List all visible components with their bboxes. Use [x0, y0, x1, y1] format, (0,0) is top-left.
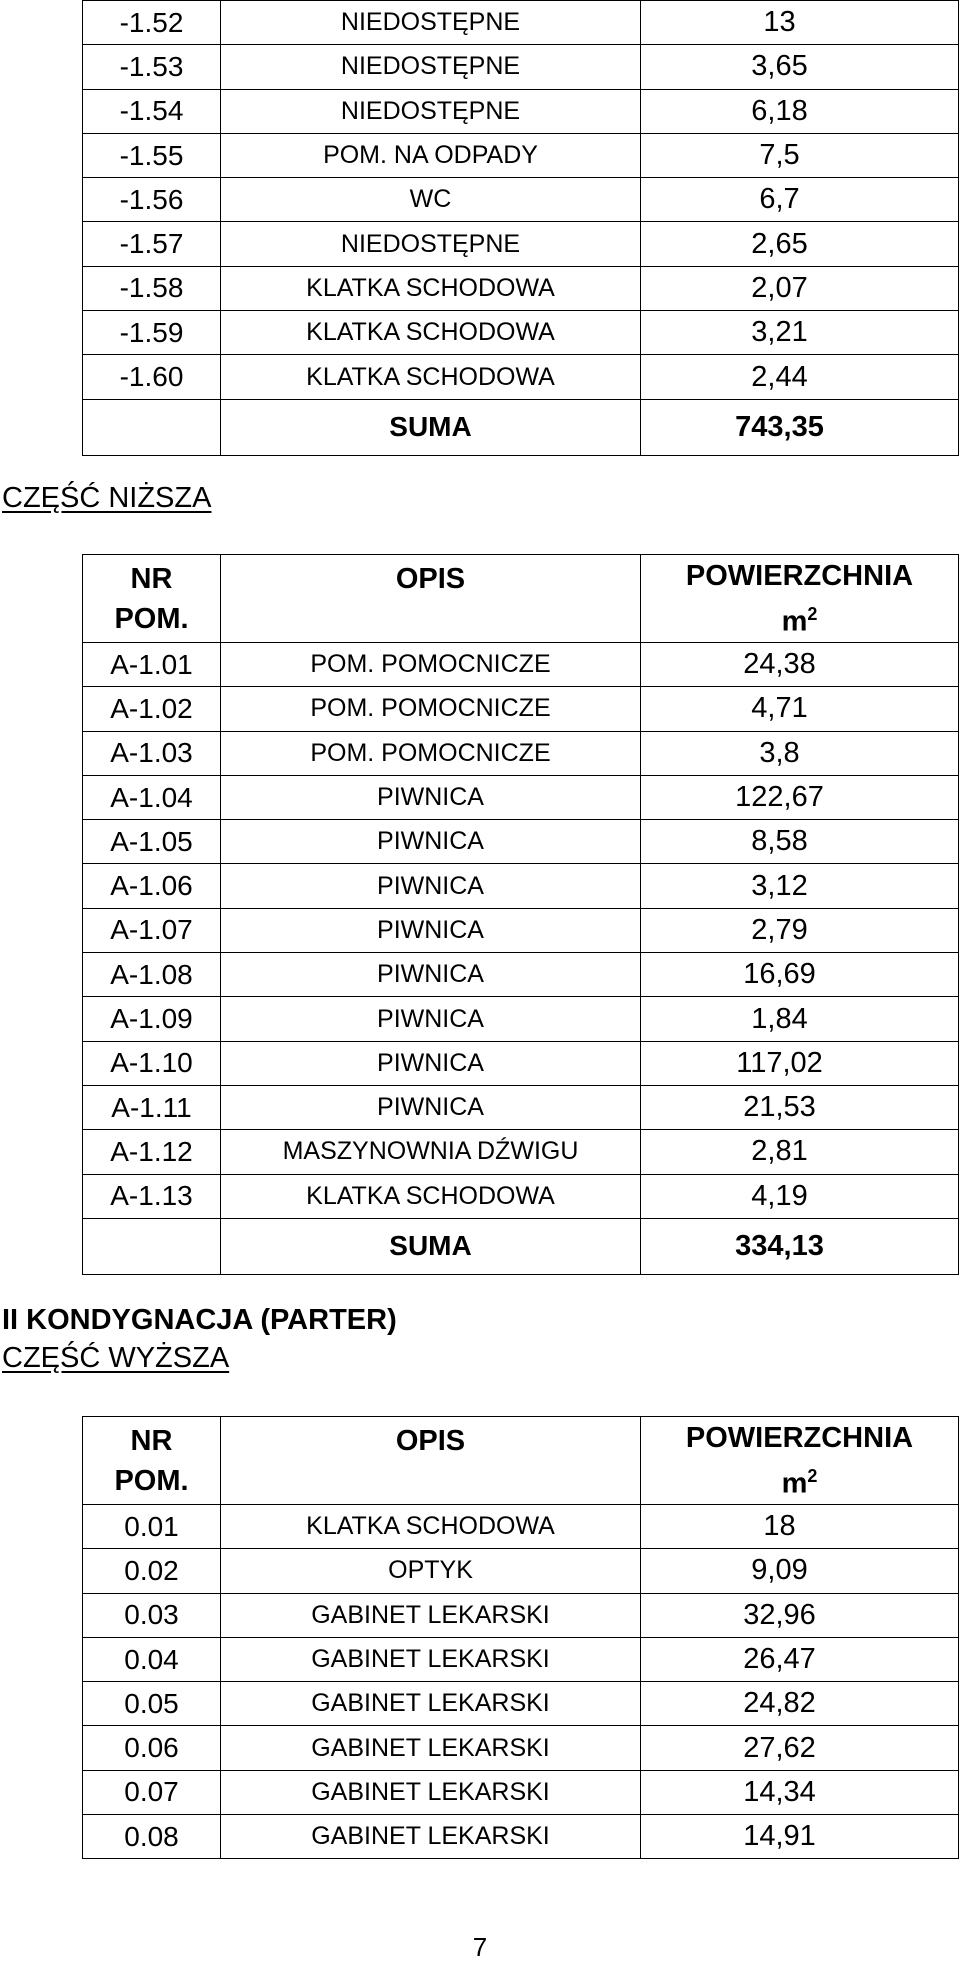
- table-header-row: [83, 1417, 959, 1505]
- room-area-cell: 2,65: [641, 222, 959, 266]
- table-header-row: [83, 555, 959, 643]
- room-number-cell: A-1.08: [83, 953, 221, 997]
- table-row: [83, 820, 959, 864]
- room-number-cell: A-1.01: [83, 643, 221, 687]
- room-area-cell: 3,12: [641, 864, 959, 908]
- room-description-cell: POM. POMOCNICZE: [221, 643, 641, 687]
- room-description-cell: KLATKA SCHODOWA: [221, 1174, 641, 1218]
- table-row: [83, 908, 959, 952]
- sum-label: SUMA: [221, 1218, 641, 1274]
- room-number-cell: 0.01: [83, 1505, 221, 1549]
- header-description: OPIS: [221, 555, 641, 643]
- room-area-cell: 32,96: [641, 1593, 959, 1637]
- table-rooms-continued: [82, 0, 959, 456]
- room-number-cell: -1.58: [83, 266, 221, 310]
- header-area-line1: POWIERZCHNIA: [685, 559, 914, 592]
- room-area-cell: 3,65: [641, 45, 959, 89]
- table-row: [83, 1637, 959, 1681]
- room-area-cell: 1,84: [641, 997, 959, 1041]
- table-row: [83, 1770, 959, 1814]
- header-area-line1: POWIERZCHNIA: [685, 1421, 914, 1454]
- room-number-cell: A-1.06: [83, 864, 221, 908]
- room-description-cell: GABINET LEKARSKI: [221, 1593, 641, 1637]
- room-area-cell: 16,69: [641, 953, 959, 997]
- room-number-cell: -1.52: [83, 1, 221, 45]
- table-row: [83, 355, 959, 399]
- room-description-cell: GABINET LEKARSKI: [221, 1682, 641, 1726]
- room-description-cell: PIWNICA: [221, 953, 641, 997]
- room-description-cell: GABINET LEKARSKI: [221, 1726, 641, 1770]
- room-number-cell: -1.60: [83, 355, 221, 399]
- sum-empty-cell: [83, 1218, 221, 1274]
- room-description-cell: WC: [221, 178, 641, 222]
- room-description-cell: POM. POMOCNICZE: [221, 687, 641, 731]
- room-number-cell: -1.56: [83, 178, 221, 222]
- table-row: [83, 1, 959, 45]
- room-number-cell: A-1.02: [83, 687, 221, 731]
- room-number-cell: A-1.11: [83, 1085, 221, 1129]
- table-row: [83, 1041, 959, 1085]
- room-area-cell: 3,21: [641, 311, 959, 355]
- room-description-cell: PIWNICA: [221, 820, 641, 864]
- table-row: [83, 1505, 959, 1549]
- header-area-unit: $m^2$: [781, 1465, 818, 1500]
- room-number-cell: 0.04: [83, 1637, 221, 1681]
- header-area-unit: $m^2$: [781, 603, 818, 638]
- room-description-cell: PIWNICA: [221, 1041, 641, 1085]
- header-description: OPIS: [221, 1417, 641, 1505]
- room-number-cell: A-1.13: [83, 1174, 221, 1218]
- room-number-cell: A-1.04: [83, 775, 221, 819]
- room-description-cell: PIWNICA: [221, 1085, 641, 1129]
- room-description-cell: KLATKA SCHODOWA: [221, 311, 641, 355]
- table-row: [83, 864, 959, 908]
- room-number-cell: -1.54: [83, 89, 221, 133]
- room-area-cell: 122,67: [641, 775, 959, 819]
- room-number-cell: -1.55: [83, 133, 221, 177]
- room-description-cell: GABINET LEKARSKI: [221, 1770, 641, 1814]
- room-area-cell: 26,47: [641, 1637, 959, 1681]
- page-number: 7: [472, 1932, 488, 1962]
- room-number-cell: A-1.07: [83, 908, 221, 952]
- room-number-cell: -1.57: [83, 222, 221, 266]
- table-sum-row: [83, 1218, 959, 1274]
- room-number-cell: A-1.05: [83, 820, 221, 864]
- room-description-cell: OPTYK: [221, 1549, 641, 1593]
- table-row: [83, 997, 959, 1041]
- room-number-cell: A-1.03: [83, 731, 221, 775]
- section-subtitle-lower-part: CZĘŚĆ NIŻSZA: [2, 482, 212, 514]
- room-description-cell: GABINET LEKARSKI: [221, 1815, 641, 1859]
- room-description-cell: KLATKA SCHODOWA: [221, 266, 641, 310]
- table-rooms-ground-floor: [82, 1416, 959, 1859]
- table-sum-row: [83, 399, 959, 455]
- room-area-cell: 7,5: [641, 133, 959, 177]
- table-row: [83, 1174, 959, 1218]
- table-row: [83, 222, 959, 266]
- room-number-cell: 0.06: [83, 1726, 221, 1770]
- table-row: [83, 687, 959, 731]
- header-room-number: [83, 1417, 221, 1505]
- room-area-cell: 13: [641, 1, 959, 45]
- table-row: [83, 953, 959, 997]
- room-area-cell: 117,02: [641, 1041, 959, 1085]
- header-nr-line1: NR: [130, 562, 173, 595]
- room-area-cell: 2,79: [641, 908, 959, 952]
- room-area-cell: 21,53: [641, 1085, 959, 1129]
- header-area: [641, 555, 959, 643]
- table-row: [83, 1549, 959, 1593]
- section-subtitle-upper-part: CZĘŚĆ WYŻSZA: [2, 1342, 230, 1374]
- room-area-cell: 4,71: [641, 687, 959, 731]
- room-area-cell: 6,18: [641, 89, 959, 133]
- room-description-cell: MASZYNOWNIA DŹWIGU: [221, 1130, 641, 1174]
- header-room-number: [83, 555, 221, 643]
- room-number-cell: A-1.09: [83, 997, 221, 1041]
- header-nr-line2: POM.: [114, 602, 189, 635]
- room-area-cell: 3,8: [641, 731, 959, 775]
- room-area-cell: 6,7: [641, 178, 959, 222]
- room-number-cell: 0.05: [83, 1682, 221, 1726]
- table-row: [83, 1815, 959, 1859]
- room-area-cell: 2,07: [641, 266, 959, 310]
- table-row: [83, 731, 959, 775]
- room-number-cell: -1.53: [83, 45, 221, 89]
- room-number-cell: A-1.10: [83, 1041, 221, 1085]
- table-row: [83, 1593, 959, 1637]
- table-rooms-lower-part: [82, 554, 959, 1275]
- table-row: [83, 45, 959, 89]
- room-number-cell: 0.07: [83, 1770, 221, 1814]
- sum-label: SUMA: [221, 399, 641, 455]
- room-description-cell: PIWNICA: [221, 864, 641, 908]
- room-description-cell: POM. POMOCNICZE: [221, 731, 641, 775]
- room-number-cell: 0.08: [83, 1815, 221, 1859]
- table-row: [83, 1085, 959, 1129]
- section-title-ground-floor: II KONDYGNACJA (PARTER): [2, 1304, 397, 1336]
- room-description-cell: NIEDOSTĘPNE: [221, 222, 641, 266]
- room-description-cell: NIEDOSTĘPNE: [221, 89, 641, 133]
- room-description-cell: POM. NA ODPADY: [221, 133, 641, 177]
- room-description-cell: GABINET LEKARSKI: [221, 1637, 641, 1681]
- room-area-cell: 4,19: [641, 1174, 959, 1218]
- room-number-cell: -1.59: [83, 311, 221, 355]
- table-row: [83, 1130, 959, 1174]
- room-area-cell: 9,09: [641, 1549, 959, 1593]
- table-row: [83, 266, 959, 310]
- room-description-cell: NIEDOSTĘPNE: [221, 1, 641, 45]
- header-nr-line1: NR: [130, 1424, 173, 1457]
- header-area: [641, 1417, 959, 1505]
- room-description-cell: PIWNICA: [221, 908, 641, 952]
- table-row: [83, 178, 959, 222]
- room-area-cell: 27,62: [641, 1726, 959, 1770]
- room-description-cell: KLATKA SCHODOWA: [221, 1505, 641, 1549]
- sum-value: 334,13: [641, 1218, 959, 1274]
- header-nr-line2: POM.: [114, 1464, 189, 1497]
- table-row: [83, 775, 959, 819]
- room-description-cell: NIEDOSTĘPNE: [221, 45, 641, 89]
- room-area-cell: 8,58: [641, 820, 959, 864]
- table-row: [83, 643, 959, 687]
- room-number-cell: 0.03: [83, 1593, 221, 1637]
- table-row: [83, 89, 959, 133]
- table-row: [83, 311, 959, 355]
- table-row: [83, 133, 959, 177]
- room-area-cell: 24,82: [641, 1682, 959, 1726]
- room-number-cell: A-1.12: [83, 1130, 221, 1174]
- room-description-cell: KLATKA SCHODOWA: [221, 355, 641, 399]
- room-description-cell: PIWNICA: [221, 997, 641, 1041]
- room-area-cell: 14,34: [641, 1770, 959, 1814]
- room-description-cell: PIWNICA: [221, 775, 641, 819]
- sum-value: 743,35: [641, 399, 959, 455]
- table-row: [83, 1726, 959, 1770]
- sum-empty-cell: [83, 399, 221, 455]
- room-area-cell: 2,44: [641, 355, 959, 399]
- room-area-cell: 24,38: [641, 643, 959, 687]
- room-number-cell: 0.02: [83, 1549, 221, 1593]
- room-area-cell: 14,91: [641, 1815, 959, 1859]
- table-row: [83, 1682, 959, 1726]
- room-area-cell: 2,81: [641, 1130, 959, 1174]
- room-area-cell: 18: [641, 1505, 959, 1549]
